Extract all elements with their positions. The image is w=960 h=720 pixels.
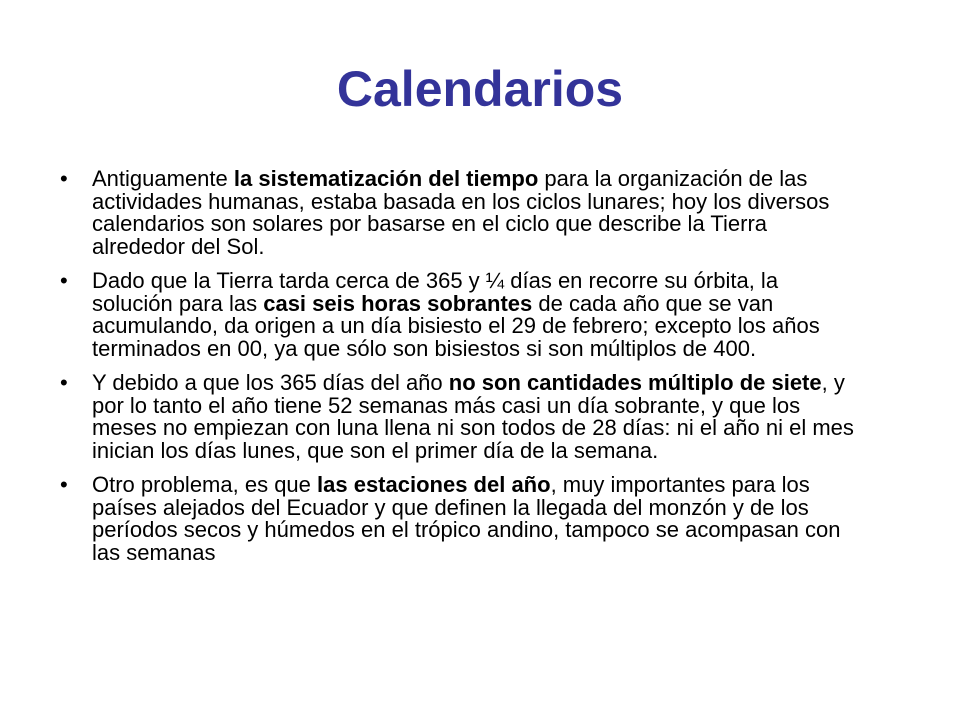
bullet-item-4 bbox=[60, 474, 860, 564]
bullet-bold-segment: casi seis horas sobrantes bbox=[263, 290, 533, 316]
bullet-item-3 bbox=[60, 372, 860, 462]
bullet-segment: Dado que la Tierra tarda cerca de 365 y ¼ días en recorre su órbita, la solución para las bbox=[92, 268, 779, 316]
bullet-bold-segment: las estaciones del año bbox=[317, 472, 551, 497]
bullet-text bbox=[92, 472, 840, 565]
bullet-segment: Y debido a que los 365 días del año bbox=[92, 370, 449, 395]
bullet-segment: para la organización de las actividades humanas, estaba basada en los ciclos lunares; hoy los diversos calendarios son solares por basarse en el ciclo que describe la Tierra alrededor del Sol. bbox=[92, 166, 830, 259]
bullet-item-2 bbox=[60, 270, 860, 360]
bullet-text bbox=[92, 268, 820, 361]
bullet-dot-icon: • bbox=[60, 472, 68, 497]
bullet-segment: Antiguamente bbox=[92, 166, 234, 191]
bullet-segment: de cada año que se van acumulando, da origen a un día bisiesto el 29 de febrero; excepto los años terminados en 00, ya que sólo son bisiestos si son múltiplos de 400. bbox=[92, 290, 820, 361]
bullet-segment: , muy importantes para los países alejados del Ecuador y que definen la llegada del monzón y de los períodos secos y húmedos en el trópico andino, tampoco se acompasan con las semanas bbox=[92, 472, 841, 565]
bullet-dot-icon: • bbox=[60, 166, 68, 191]
bullet-dot-icon: • bbox=[60, 268, 68, 293]
bullet-text bbox=[92, 166, 829, 259]
slide-title: Calendarios bbox=[336, 61, 624, 117]
bullet-bold-segment: no son cantidades múltiplo de siete bbox=[448, 370, 822, 395]
bullet-text bbox=[92, 370, 854, 463]
bullet-item-1 bbox=[60, 168, 860, 258]
bullet-dot-icon: • bbox=[60, 370, 68, 395]
bullet-segment: , y por lo tanto el año tiene 52 semanas más casi un día sobrante, y que los meses no empiezan con luna llena ni son todos de 28 días: ni el año ni el mes inician los días lunes, que son el primer día de la semana. bbox=[92, 370, 854, 463]
bullet-bold-segment: la sistematización del tiempo bbox=[233, 166, 539, 191]
bullet-segment: Otro problema, es que bbox=[92, 472, 318, 497]
bullet-list bbox=[60, 168, 860, 576]
